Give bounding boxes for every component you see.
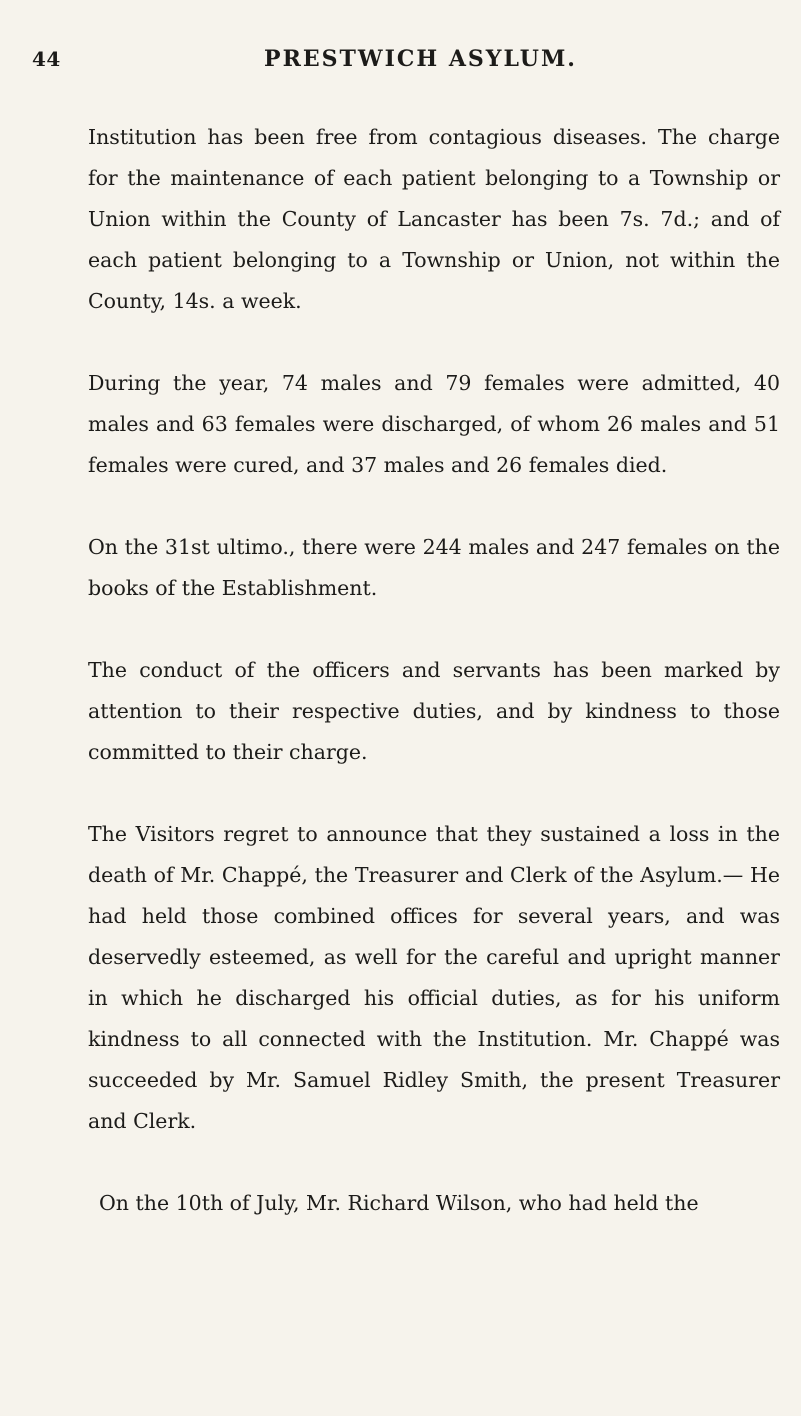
paragraph-admissions: During the year, 74 males and 79 females were admitted, 40 males and 63 females were discharged, of whom 26 males and 51 females were cured, and 37 males and 26 females died. <box>88 371 780 477</box>
running-head: PRESTWICH ASYLUM. <box>264 46 577 72</box>
paragraph-richard-wilson: On the 10th of July, Mr. Richard Wilson, who had held the <box>99 1191 699 1215</box>
paragraph-patient-count: On the 31st ultimo., there were 244 males and 247 females on the books of the Establishment. <box>88 535 780 600</box>
paragraph-death-of-treasurer: The Visitors regret to announce that they sustained a loss in the death of Mr. Chappé, the Treasurer and Clerk of the Asylum.— He had held those combined offices for several years, and was deservedly esteemed, as well for the careful and upright manner in which he discharged his official duties, as for his uniform kindness to all connected with the Institution. Mr. Chappé was succeeded by Mr. Samuel Ridley Smith, the present Treasurer and Clerk. <box>88 822 780 1133</box>
body-text <box>88 117 780 1224</box>
page-number: 44 <box>32 47 61 71</box>
paragraph-officers-conduct: The conduct of the officers and servants has been marked by attention to their respective duties, and by kindness to those committed to their charge. <box>88 658 780 764</box>
paragraph-contagious-diseases: Institution has been free from contagious diseases. The charge for the maintenance of each patient belonging to a Township or Union within the County of Lancaster has been 7s. 7d.; and of each patient belonging to a Township or Union, not within the County, 14s. a week. <box>88 125 780 313</box>
